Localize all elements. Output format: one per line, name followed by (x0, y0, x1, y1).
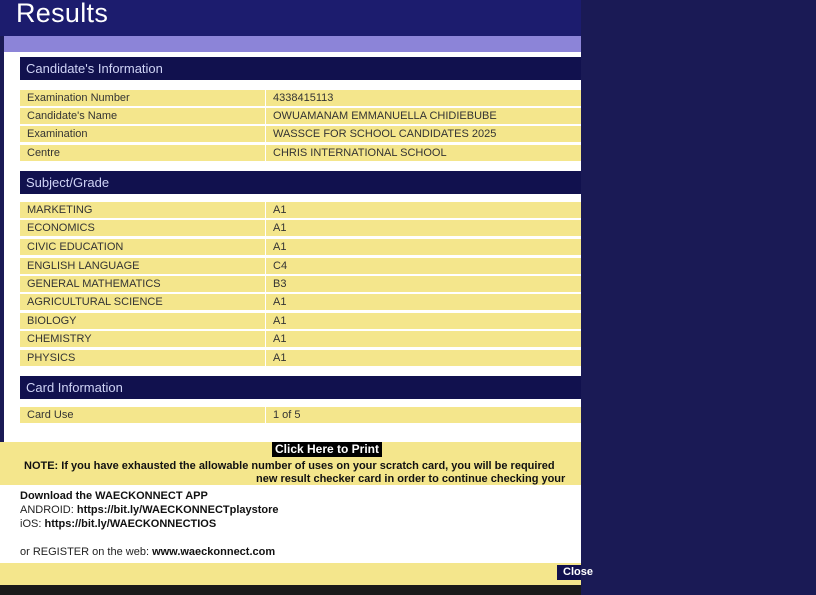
close-button[interactable]: Close (557, 565, 581, 580)
table-row (20, 312, 581, 330)
android-line (20, 504, 279, 516)
subject-grade: A1 (266, 350, 581, 366)
row-value: WASSCE FOR SCHOOL CANDIDATES 2025 (266, 126, 581, 142)
table-row (20, 349, 581, 367)
row-value: 4338415113 (266, 90, 581, 106)
row-value: OWUAMANAM EMMANUELLA CHIDIEBUBE (266, 108, 581, 124)
table-row (20, 293, 581, 311)
bottom-edge (0, 585, 581, 595)
print-area (0, 442, 581, 485)
section-header-card: Card Information (20, 376, 581, 399)
row-value: CHRIS INTERNATIONAL SCHOOL (266, 145, 581, 161)
ios-line (20, 518, 216, 530)
subject-grade: A1 (266, 220, 581, 236)
table-row (20, 275, 581, 293)
section-header-subjects: Subject/Grade (20, 171, 581, 194)
page-title: Results (16, 0, 109, 28)
subject-name: MARKETING (20, 202, 265, 218)
subject-name: ENGLISH LANGUAGE (20, 258, 265, 274)
table-row (20, 219, 581, 237)
row-label: Examination (20, 126, 265, 142)
row-value: 1 of 5 (266, 407, 581, 423)
android-label: ANDROID: (20, 504, 74, 516)
page-header (0, 0, 581, 36)
subject-name: PHYSICS (20, 350, 265, 366)
register-text: or REGISTER on the web: (20, 546, 149, 558)
print-button[interactable]: Click Here to Print (272, 442, 382, 457)
android-link[interactable]: https://bit.ly/WAECKONNECTplaystore (76, 504, 279, 516)
subject-name: ECONOMICS (20, 220, 265, 236)
subject-grade: A1 (266, 331, 581, 347)
subject-grade: A1 (266, 239, 581, 255)
section-header-candidate: Candidate's Information (20, 57, 581, 80)
table-row (20, 107, 581, 125)
download-heading: Download the WAECKONNECT APP (20, 490, 208, 502)
ios-link[interactable]: https://bit.ly/WAECKONNECTIOS (44, 518, 217, 530)
subject-name: CIVIC EDUCATION (20, 239, 265, 255)
table-row (20, 89, 581, 107)
ios-label: iOS: (20, 518, 42, 530)
subject-name: GENERAL MATHEMATICS (20, 276, 265, 292)
table-row (20, 144, 581, 162)
subject-grade: A1 (266, 313, 581, 329)
table-row (20, 238, 581, 256)
subject-grade: A1 (266, 294, 581, 310)
subject-name: CHEMISTRY (20, 331, 265, 347)
table-row (20, 125, 581, 143)
register-line (20, 546, 275, 558)
subject-grade: B3 (266, 276, 581, 292)
footer-bar (0, 563, 593, 585)
note-text-continued: new result checker card in order to continue checking your (256, 473, 566, 485)
subject-name: BIOLOGY (20, 313, 265, 329)
note-text: NOTE: If you have exhausted the allowable number of uses on your scratch card, you will be required (24, 460, 555, 472)
table-row (20, 406, 581, 424)
row-label: Candidate's Name (20, 108, 265, 124)
table-row (20, 330, 581, 348)
subject-name: AGRICULTURAL SCIENCE (20, 294, 265, 310)
register-link[interactable]: www.waeckonnect.com (152, 546, 276, 558)
table-row (20, 201, 581, 219)
download-section (0, 485, 581, 563)
row-label: Examination Number (20, 90, 265, 106)
subject-grade: A1 (266, 202, 581, 218)
row-label: Card Use (20, 407, 265, 423)
subject-grade: C4 (266, 258, 581, 274)
table-row (20, 257, 581, 275)
row-label: Centre (20, 145, 265, 161)
